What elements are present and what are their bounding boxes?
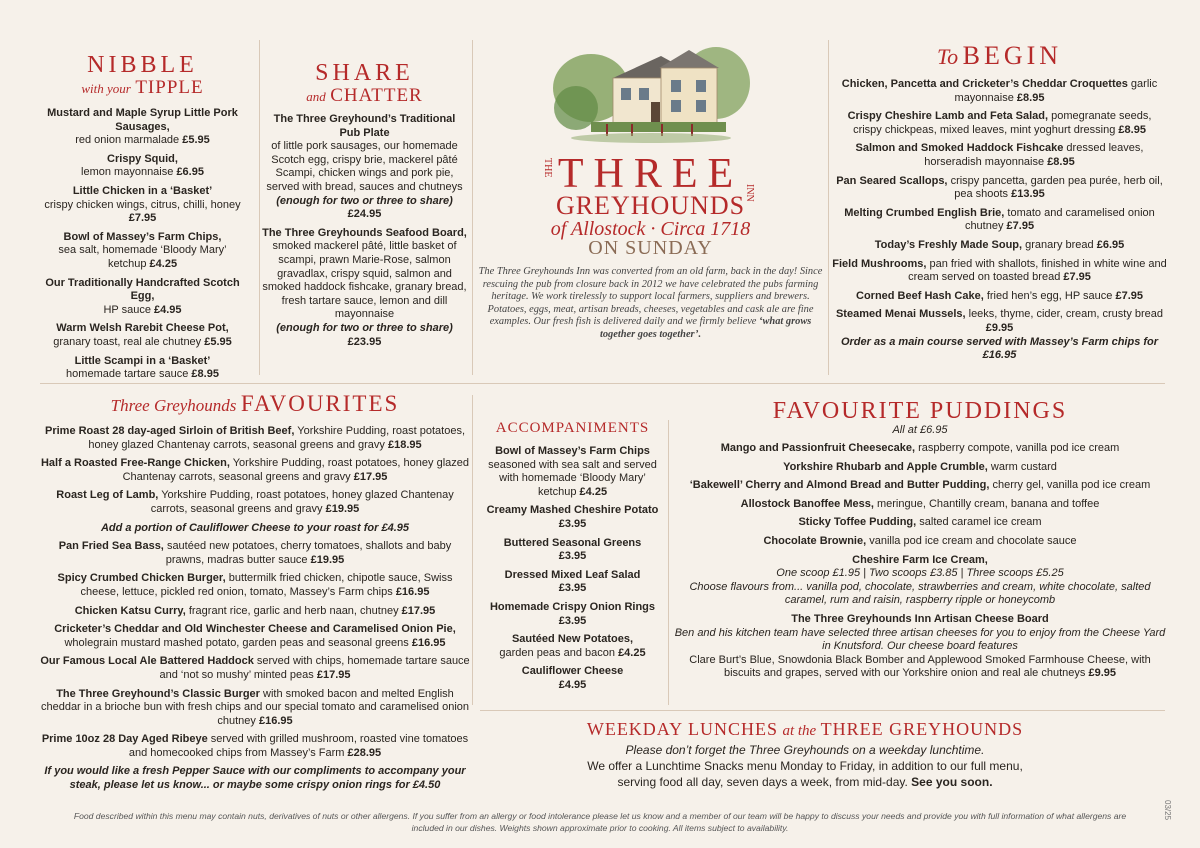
share-section xyxy=(262,60,467,354)
item-price: £7.95 xyxy=(1115,289,1143,302)
item-desc: meringue, Chantilly cream, banana and toffee xyxy=(876,497,1100,510)
item-desc: cherry gel, vanilla pod ice cream xyxy=(992,479,1151,492)
item-price: £7.95 xyxy=(128,212,157,225)
list-item xyxy=(832,239,1167,253)
list-item xyxy=(40,277,245,318)
accompaniments-title: ACCOMPANIMENTS xyxy=(495,420,650,436)
pub-illustration xyxy=(551,38,751,146)
item-name: The Three Greyhounds Inn Artisan Cheese Board xyxy=(791,612,1049,625)
item-name: Our Traditionally Handcrafted Scotch Egg, xyxy=(45,276,240,303)
list-item xyxy=(40,185,245,226)
item-desc: granary bread xyxy=(1025,238,1094,251)
list-item xyxy=(40,522,470,536)
item-price: £8.95 xyxy=(1118,123,1146,136)
puddings-title: FAVOURITE PUDDINGS xyxy=(772,398,1068,424)
item-name: Melting Crumbed English Brie, xyxy=(844,206,1005,219)
list-item xyxy=(670,498,1170,512)
menu-code: 03/25 xyxy=(1163,800,1172,821)
weekday-section xyxy=(540,718,1070,790)
item-note: Order as a main course served with Massey’s Farm chips for £16.95 xyxy=(840,335,1159,362)
item-desc: crispy pancetta, garden pea purée, herb oil, pea shoots xyxy=(950,174,1163,201)
puddings-all-at: All at £6.95 xyxy=(892,424,948,436)
list-item xyxy=(480,537,665,564)
favourites-section xyxy=(40,390,470,798)
item-name: Little Scampi in a ‘Basket’ xyxy=(74,354,211,367)
item-price: £9.95 xyxy=(985,321,1014,334)
item-name: Prime Roast 28 day-aged Sirloin of British Beef, xyxy=(44,425,295,437)
list-item xyxy=(670,442,1170,456)
item-desc: HP sauce xyxy=(103,303,151,316)
item-price: £5.95 xyxy=(204,335,232,348)
list-item xyxy=(832,175,1167,202)
item-name: Prime 10oz 28 Day Aged Ribeye xyxy=(41,733,208,746)
list-item xyxy=(262,113,467,222)
list-item xyxy=(832,258,1167,285)
weekday-line2-bold: See you soon. xyxy=(911,775,993,789)
item-desc: tomato and caramelised onion chutney xyxy=(964,206,1155,233)
item-price: £7.95 xyxy=(1006,220,1035,233)
list-item xyxy=(40,153,245,180)
item-name: Our Famous Local Ale Battered Haddock xyxy=(40,655,254,668)
intro-text xyxy=(478,266,823,342)
list-item xyxy=(832,110,1167,137)
list-item xyxy=(480,569,665,596)
list-item xyxy=(40,733,470,760)
item-desc: smoked mackerel pâté, little basket of scampi, prawn Marie-Rose, salmon gravadlax, crispy squid, salmon and smoked haddock fishcake, granary bread, fresh tartare sauce, lemon and dill mayonnaise xyxy=(262,240,467,321)
intro-text-bold: ‘what grows together goes together’. xyxy=(599,316,812,340)
item-desc: leeks, thyme, cider, cream, crusty bread xyxy=(968,308,1164,321)
allergen-footer: Food described within this menu may contain nuts, derivatives of nuts or other allergens. If you suffer from an allergy or food intolerance please let us know and a member of our team will be happy to discuss your needs and provide you with full information of what allergens are included in our dishes. Weights shown approximate prior to cooking. All items subject to availability. xyxy=(73,811,1127,833)
item-name: Corned Beef Hash Cake, xyxy=(856,289,984,302)
item-price: £4.95 xyxy=(558,678,587,691)
item-price: £16.95 xyxy=(411,636,446,649)
item-name: Cauliflower Cheese xyxy=(521,665,624,678)
divider xyxy=(480,710,1165,711)
list-item xyxy=(40,322,245,349)
nibble-list xyxy=(40,107,245,382)
item-price: £24.95 xyxy=(347,208,382,221)
item-name: Yorkshire Rhubarb and Apple Crumble, xyxy=(783,460,988,473)
item-note: Add a portion of Cauliflower Cheese to your roast for £4.95 xyxy=(100,521,410,534)
item-desc: buttermilk fried chicken, chipotle sauce, Swiss cheese, lettuce, pickled red onion, tomato, Massey’s Farm chips xyxy=(80,572,453,598)
item-desc: sautéed new potatoes, cherry tomatoes, shallots and baby prawns, madras butter sauce xyxy=(165,540,452,566)
item-price: £6.95 xyxy=(176,166,204,179)
item-name: Crispy Squid, xyxy=(107,152,178,165)
accompaniments-list xyxy=(480,445,665,693)
item-name: Chicken, Pancetta and Cricketer’s Cheddar Croquettes xyxy=(841,78,1128,90)
item-name: Chicken Katsu Curry, xyxy=(74,604,186,617)
divider xyxy=(472,395,473,705)
list-item xyxy=(40,355,245,382)
list-item xyxy=(40,688,470,729)
item-price: £19.95 xyxy=(310,553,345,566)
item-price: £3.95 xyxy=(558,550,587,563)
item-desc: garlic mayonnaise xyxy=(954,78,1158,104)
item-price: £18.95 xyxy=(387,438,422,451)
item-desc: Clare Burt’s Blue, Snowdonia Black Bomber and Applewood Smoked Farmhouse Cheese, with biscuits and grapes, served with our Yorkshire onion and real ale chutneys xyxy=(689,653,1151,680)
item-desc: salted caramel ice cream xyxy=(919,516,1042,529)
item-note: (enough for two or three to share) xyxy=(276,321,453,334)
logo-tagline: of Allostock · Circa 1718 xyxy=(550,218,751,240)
begin-section xyxy=(832,42,1167,368)
item-desc: fragrant rice, garlic and herb naan, chutney xyxy=(188,604,399,617)
item-desc: fried hen’s egg, HP sauce xyxy=(986,289,1113,302)
item-desc: lemon mayonnaise xyxy=(81,166,174,179)
list-item xyxy=(40,107,245,148)
item-price: £16.95 xyxy=(395,585,430,598)
favourites-list xyxy=(40,425,470,793)
begin-list xyxy=(832,78,1167,363)
item-name: Mustard and Maple Syrup Little Pork Sausages, xyxy=(47,107,238,133)
item-desc: Yorkshire Pudding, roast potatoes, honey glazed Chantenay carrots, seasonal greens and gravy xyxy=(150,489,454,515)
nibble-subtitle-a: with your xyxy=(81,81,131,96)
item-name: Roast Leg of Lamb, xyxy=(56,489,159,502)
list-item xyxy=(262,227,467,349)
item-price: £19.95 xyxy=(325,502,360,515)
item-name: Cheshire Farm Ice Cream, xyxy=(852,553,988,566)
item-desc: Yorkshire Pudding, roast potatoes, honey glazed Chantenay carrots, seasonal greens and gravy xyxy=(88,425,466,451)
item-name: Pan Fried Sea Bass, xyxy=(58,540,164,553)
item-note: If you would like a fresh Pepper Sauce with our compliments to accompany your steak, please let us know... or maybe some crispy onion rings for £4.50 xyxy=(44,765,466,792)
logo xyxy=(478,151,823,240)
list-item xyxy=(670,516,1170,530)
item-name: Mango and Passionfruit Cheesecake, xyxy=(720,442,916,454)
item-name: The Three Greyhound’s Traditional Pub Plate xyxy=(273,113,456,139)
item-desc: homemade tartare sauce xyxy=(66,368,189,381)
item-price: £13.95 xyxy=(1011,188,1045,201)
item-price: £5.95 xyxy=(182,134,210,147)
item-desc: dressed leaves, horseradish mayonnaise xyxy=(924,142,1144,168)
item-price: £16.95 xyxy=(258,714,293,727)
item-desc: raspberry compote, vanilla pod ice cream xyxy=(918,442,1120,454)
share-subtitle-a: and xyxy=(306,89,326,104)
item-desc: crispy chicken wings, citrus, chilli, honey xyxy=(44,198,241,211)
begin-title-b: BEGIN xyxy=(962,41,1063,70)
begin-title-a: To xyxy=(936,44,959,69)
puddings-list xyxy=(670,442,1170,549)
list-item xyxy=(670,535,1170,549)
item-desc: Yorkshire Pudding, roast potatoes, honey glazed Chantenay carrots, seasonal greens and gravy xyxy=(122,457,469,483)
list-item xyxy=(480,633,665,660)
list-item xyxy=(832,290,1167,304)
item-price: £4.25 xyxy=(579,485,608,498)
item-name: Salmon and Smoked Haddock Fishcake xyxy=(855,142,1064,155)
list-item xyxy=(832,308,1167,362)
weekday-title-c: THREE GREYHOUNDS xyxy=(820,719,1024,739)
item-price: £17.95 xyxy=(353,470,388,483)
list-item xyxy=(670,461,1170,475)
item-name: Spicy Crumbed Chicken Burger, xyxy=(57,572,226,585)
intro-text-body: The Three Greyhounds Inn was converted from an old farm, back in the day! Since rescuing the pub from closure back in 2012 we have celebrated the pubs farming heritage. We work tirelessly to support local farmers, suppliers and brewers. Potatoes, eggs, meat, artisan breads, cheeses, vegetables and cask ale are fine examples. Our fresh fish is delivered daily and we firmly believe xyxy=(478,266,823,328)
item-name: Dressed Mixed Leaf Salad xyxy=(504,568,641,581)
list-item xyxy=(40,765,470,792)
logo-three: THREE xyxy=(557,151,744,197)
item-note: Ben and his kitchen team have selected three artisan cheeses for you to enjoy from the Cheese Yard in Knutsford. Our cheese board features xyxy=(674,626,1166,653)
list-item xyxy=(480,504,665,531)
item-name: Bowl of Massey’s Farm Chips, xyxy=(63,230,222,243)
list-item xyxy=(480,665,665,692)
item-price: £9.95 xyxy=(1088,667,1116,680)
weekday-line2-text: We offer a Lunchtime Snacks menu Monday to Friday, in addition to our full menu, serving food all day, seven days a week, from mid-day. xyxy=(587,759,1023,789)
list-item xyxy=(670,479,1170,493)
divider xyxy=(668,420,669,705)
list-item xyxy=(832,78,1167,105)
list-item xyxy=(40,457,470,484)
item-name: Crispy Cheshire Lamb and Feta Salad, xyxy=(847,110,1049,123)
item-desc: warm custard xyxy=(990,460,1057,473)
item-note: One scoop £1.95 | Two scoops £3.85 | Three scoops £5.25 xyxy=(776,567,1064,580)
list-item xyxy=(40,572,470,599)
list-item xyxy=(480,601,665,628)
weekday-line2 xyxy=(540,758,1070,790)
item-name: Allostock Banoffee Mess, xyxy=(740,497,874,510)
divider xyxy=(259,40,260,375)
logo-greyhounds: GREYHOUNDS xyxy=(555,191,746,220)
nibble-title: NIBBLE xyxy=(87,52,198,78)
item-name: Homemade Crispy Onion Rings xyxy=(489,600,656,613)
puddings-section xyxy=(670,398,1170,686)
list-item xyxy=(40,655,470,682)
item-note: Choose flavours from... vanilla pod, chocolate, strawberries and cream, white chocolate, salted caramel, rum and raisin, raspberry ripple or honeycomb xyxy=(689,580,1151,607)
item-name: Steamed Menai Mussels, xyxy=(835,308,966,321)
item-price: £28.95 xyxy=(347,746,382,759)
item-name: Bowl of Massey’s Farm Chips xyxy=(495,445,650,457)
item-price: £17.95 xyxy=(316,668,351,681)
item-desc: seasoned with sea salt and served with homemade ‘Bloody Mary’ ketchup xyxy=(488,458,657,498)
item-name: ‘Bakewell’ Cherry and Almond Bread and Butter Pudding, xyxy=(689,479,990,492)
item-name: Little Chicken in a ‘Basket’ xyxy=(72,184,213,197)
item-price: £4.25 xyxy=(149,257,178,270)
item-name: Cricketer’s Cheddar and Old Winchester Cheese and Caramelised Onion Pie, xyxy=(54,623,456,636)
item-name: Today’s Freshly Made Soup, xyxy=(874,238,1023,251)
list-item xyxy=(40,489,470,516)
item-name: Creamy Mashed Cheshire Potato xyxy=(486,504,659,517)
list-item xyxy=(832,207,1167,234)
item-price: £8.95 xyxy=(1047,155,1075,168)
divider xyxy=(472,40,473,375)
weekday-line1: Please don’t forget the Three Greyhounds on a weekday lunchtime. xyxy=(625,743,985,757)
nibble-subtitle-b: TIPPLE xyxy=(135,77,204,98)
intro-section xyxy=(478,38,823,342)
item-desc: pomegranate seeds, crispy chickpeas, mixed leaves, mint yoghurt dressing xyxy=(853,110,1152,136)
item-desc: garden peas and bacon xyxy=(499,646,615,659)
item-desc: pan fried with shallots, finished in white wine and cream served on toasted bread xyxy=(908,257,1167,284)
item-desc: granary toast, real ale chutney xyxy=(53,335,202,348)
item-price: £3.95 xyxy=(558,582,587,595)
favourites-title-a: Three Greyhounds xyxy=(110,396,237,415)
list-item xyxy=(40,231,245,272)
weekday-title-b: at the xyxy=(782,723,817,739)
item-note: (enough for two or three to share) xyxy=(276,194,453,207)
item-name: Pan Seared Scallops, xyxy=(836,174,948,187)
item-price: £7.95 xyxy=(1063,271,1091,284)
list-item xyxy=(40,623,470,650)
item-price: £3.95 xyxy=(558,614,587,627)
item-desc: sea salt, homemade ‘Bloody Mary’ ketchup xyxy=(58,244,227,270)
item-desc: vanilla pod ice cream and chocolate sauce xyxy=(869,534,1077,547)
list-item xyxy=(832,142,1167,169)
item-name: Chocolate Brownie, xyxy=(763,534,867,547)
logo-side-left: THE xyxy=(542,158,553,178)
item-price: £6.95 xyxy=(1096,238,1125,251)
item-price: £8.95 xyxy=(1016,91,1045,104)
item-name: Field Mushrooms, xyxy=(832,257,927,270)
share-list xyxy=(262,113,467,349)
list-item xyxy=(40,425,470,452)
favourites-title-b: FAVOURITES xyxy=(240,391,400,416)
item-desc: red onion marmalade xyxy=(75,134,180,147)
item-name: Half a Roasted Free-Range Chicken, xyxy=(40,457,230,470)
weekday-title-a: WEEKDAY LUNCHES xyxy=(586,719,778,739)
item-desc: with smoked bacon and melted English cheddar in a brioche bun with fresh chips and our special tomato and caramelised onion chutney xyxy=(40,687,470,727)
item-name: Sticky Toffee Pudding, xyxy=(798,516,917,529)
item-name: The Three Greyhound’s Classic Burger xyxy=(56,687,260,700)
item-name: The Three Greyhounds Seafood Board, xyxy=(262,226,467,239)
item-desc: served with chips, homemade tartare sauce and ‘not so mushy’ minted peas xyxy=(159,655,470,681)
nibble-section xyxy=(40,52,245,387)
share-title: SHARE xyxy=(315,60,414,86)
item-price: £17.95 xyxy=(401,604,436,617)
item-price: £8.95 xyxy=(191,368,219,381)
divider xyxy=(828,40,829,375)
item-desc: of little pork sausages, our homemade Scotch egg, crispy brie, mackerel pâté Scampi, chicken wings and pork pie, served with bread, sauces and chutneys xyxy=(266,140,463,193)
logo-side-right: INN xyxy=(744,184,755,202)
list-item xyxy=(480,445,665,499)
item-name: Sautéed New Potatoes, xyxy=(511,633,634,646)
list-item xyxy=(670,613,1170,681)
accompaniments-section xyxy=(480,420,665,698)
list-item xyxy=(40,605,470,619)
list-item xyxy=(670,554,1170,608)
list-item xyxy=(40,540,470,567)
item-price: £4.25 xyxy=(618,646,646,659)
item-price: £23.95 xyxy=(347,335,382,348)
item-name: Buttered Seasonal Greens xyxy=(503,536,642,549)
item-price: £3.95 xyxy=(558,517,587,530)
item-desc: served with grilled mushroom, roasted vine tomatoes and homecooked chips from Massey’s Farm xyxy=(128,733,469,759)
item-desc: wholegrain mustard mashed potato, garden peas and seasonal greens xyxy=(64,636,409,649)
on-sunday: ON SUNDAY xyxy=(588,237,713,259)
item-name: Warm Welsh Rarebit Cheese Pot, xyxy=(56,322,229,335)
share-subtitle-b: CHATTER xyxy=(330,85,423,106)
item-price: £4.95 xyxy=(154,303,182,316)
